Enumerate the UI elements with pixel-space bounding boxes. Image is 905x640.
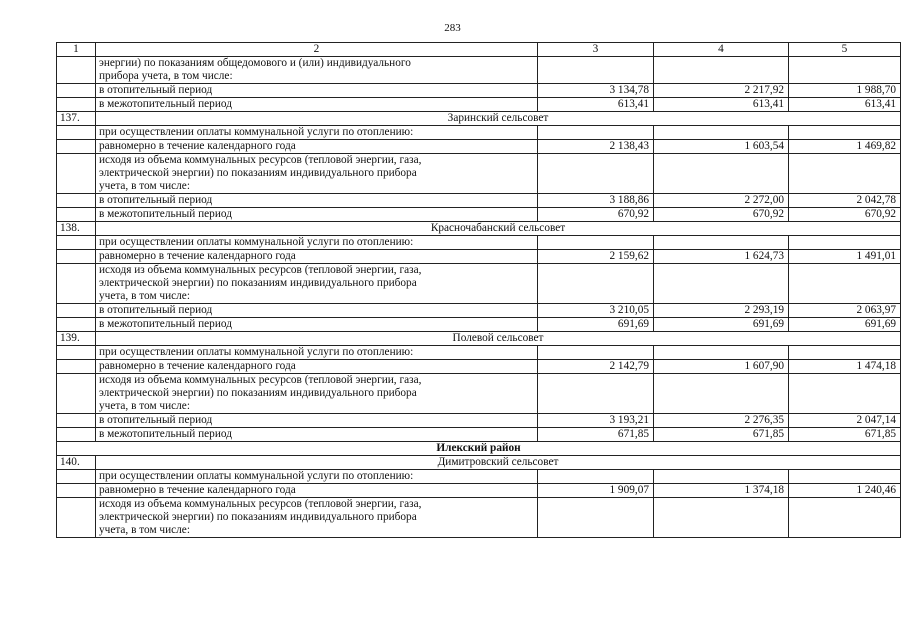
row-number bbox=[57, 484, 96, 498]
row-number bbox=[57, 346, 96, 360]
description-line: исходя из объема коммунальных ресурсов (тепловой энергии, газа, bbox=[99, 498, 422, 510]
row-number bbox=[57, 250, 96, 264]
row-description bbox=[96, 57, 538, 84]
table-header-row bbox=[57, 43, 901, 57]
value-col-3: 2 159,62 bbox=[538, 250, 654, 264]
table-row bbox=[57, 236, 901, 250]
description-line: исходя из объема коммунальных ресурсов (тепловой энергии, газа, bbox=[99, 154, 422, 166]
value-col-5 bbox=[789, 126, 901, 140]
description-line: учета, в том числе: bbox=[99, 180, 190, 192]
table-row bbox=[57, 84, 901, 98]
value-col-5 bbox=[789, 236, 901, 250]
table-row bbox=[57, 414, 901, 428]
description-line: при осуществлении оплаты коммунальной услуги по отоплению: bbox=[99, 470, 414, 482]
value-col-4: 1 607,90 bbox=[654, 360, 789, 374]
row-number bbox=[57, 470, 96, 484]
table-row bbox=[57, 498, 901, 538]
row-description bbox=[96, 304, 538, 318]
value-col-3: 1 909,07 bbox=[538, 484, 654, 498]
value-col-5: 1 474,18 bbox=[789, 360, 901, 374]
row-description bbox=[96, 346, 538, 360]
row-number bbox=[57, 126, 96, 140]
value-col-4 bbox=[654, 470, 789, 484]
description-line: в отопительный период bbox=[99, 414, 213, 426]
description-line: учета, в том числе: bbox=[99, 400, 190, 412]
table-row bbox=[57, 304, 901, 318]
settlement-title: Заринский сельсовет bbox=[96, 112, 901, 126]
row-number: 140. bbox=[57, 456, 96, 470]
value-col-4 bbox=[654, 498, 789, 538]
description-line: электрической энергии) по показаниям индивидуального прибора bbox=[99, 277, 417, 289]
district-title: Илекский район bbox=[57, 442, 901, 456]
table-row bbox=[57, 484, 901, 498]
value-col-3 bbox=[538, 470, 654, 484]
description-line: учета, в том числе: bbox=[99, 524, 190, 536]
settlement-title: Красночабанский сельсовет bbox=[96, 222, 901, 236]
value-col-5 bbox=[789, 346, 901, 360]
settlement-heading-row bbox=[57, 222, 901, 236]
value-col-4 bbox=[654, 57, 789, 84]
value-col-5: 1 491,01 bbox=[789, 250, 901, 264]
row-description bbox=[96, 414, 538, 428]
column-header-5: 5 bbox=[789, 43, 901, 57]
value-col-5 bbox=[789, 154, 901, 194]
value-col-5: 613,41 bbox=[789, 98, 901, 112]
row-number bbox=[57, 208, 96, 222]
value-col-5: 2 047,14 bbox=[789, 414, 901, 428]
value-col-3 bbox=[538, 154, 654, 194]
description-line: в межотопительный период bbox=[99, 208, 232, 220]
row-number bbox=[57, 374, 96, 414]
value-col-3: 3 134,78 bbox=[538, 84, 654, 98]
value-col-3: 3 193,21 bbox=[538, 414, 654, 428]
table-row bbox=[57, 428, 901, 442]
row-number bbox=[57, 360, 96, 374]
value-col-5 bbox=[789, 374, 901, 414]
value-col-4 bbox=[654, 154, 789, 194]
description-line: равномерно в течение календарного года bbox=[99, 140, 296, 152]
value-col-3 bbox=[538, 126, 654, 140]
value-col-3: 691,69 bbox=[538, 318, 654, 332]
value-col-4 bbox=[654, 374, 789, 414]
value-col-4: 670,92 bbox=[654, 208, 789, 222]
value-col-4: 1 374,18 bbox=[654, 484, 789, 498]
district-heading-row bbox=[57, 442, 901, 456]
description-line: при осуществлении оплаты коммунальной услуги по отоплению: bbox=[99, 236, 414, 248]
description-line: электрической энергии) по показаниям индивидуального прибора bbox=[99, 511, 417, 523]
settlement-heading-row bbox=[57, 456, 901, 470]
column-header-2: 2 bbox=[96, 43, 538, 57]
value-col-5: 1 469,82 bbox=[789, 140, 901, 154]
row-number bbox=[57, 98, 96, 112]
description-line: в отопительный период bbox=[99, 84, 213, 96]
description-line: в межотопительный период bbox=[99, 98, 232, 110]
settlement-title: Полевой сельсовет bbox=[96, 332, 901, 346]
row-number bbox=[57, 57, 96, 84]
row-number bbox=[57, 236, 96, 250]
table-row bbox=[57, 154, 901, 194]
value-col-3 bbox=[538, 236, 654, 250]
table-row bbox=[57, 470, 901, 484]
value-col-3: 613,41 bbox=[538, 98, 654, 112]
page-number: 283 bbox=[444, 22, 461, 34]
description-line: исходя из объема коммунальных ресурсов (тепловой энергии, газа, bbox=[99, 264, 422, 276]
value-col-4: 1 624,73 bbox=[654, 250, 789, 264]
value-col-5: 691,69 bbox=[789, 318, 901, 332]
description-line: равномерно в течение календарного года bbox=[99, 360, 296, 372]
row-description bbox=[96, 98, 538, 112]
row-number bbox=[57, 154, 96, 194]
value-col-4 bbox=[654, 126, 789, 140]
value-col-4: 2 276,35 bbox=[654, 414, 789, 428]
description-line: энергии) по показаниям общедомового и (или) индивидуального bbox=[99, 57, 411, 69]
row-number: 137. bbox=[57, 112, 96, 126]
table-row bbox=[57, 194, 901, 208]
row-number bbox=[57, 414, 96, 428]
value-col-5 bbox=[789, 57, 901, 84]
value-col-3: 670,92 bbox=[538, 208, 654, 222]
value-col-3: 3 188,86 bbox=[538, 194, 654, 208]
value-col-3 bbox=[538, 57, 654, 84]
row-description bbox=[96, 154, 538, 194]
table-row bbox=[57, 318, 901, 332]
value-col-5 bbox=[789, 264, 901, 304]
row-description bbox=[96, 236, 538, 250]
row-description bbox=[96, 208, 538, 222]
value-col-4: 2 272,00 bbox=[654, 194, 789, 208]
row-description bbox=[96, 264, 538, 304]
description-line: в межотопительный период bbox=[99, 428, 232, 440]
description-line: в межотопительный период bbox=[99, 318, 232, 330]
tariff-table-body bbox=[57, 43, 901, 538]
description-line: электрической энергии) по показаниям индивидуального прибора bbox=[99, 387, 417, 399]
row-number: 139. bbox=[57, 332, 96, 346]
value-col-5: 2 042,78 bbox=[789, 194, 901, 208]
value-col-5 bbox=[789, 470, 901, 484]
description-line: в отопительный период bbox=[99, 194, 213, 206]
row-number bbox=[57, 304, 96, 318]
table-row bbox=[57, 140, 901, 154]
description-line: учета, в том числе: bbox=[99, 290, 190, 302]
value-col-5: 1 988,70 bbox=[789, 84, 901, 98]
table-row bbox=[57, 126, 901, 140]
table-row bbox=[57, 346, 901, 360]
row-number bbox=[57, 140, 96, 154]
table-row bbox=[57, 360, 901, 374]
column-header-1: 1 bbox=[57, 43, 96, 57]
value-col-4: 1 603,54 bbox=[654, 140, 789, 154]
table-row bbox=[57, 374, 901, 414]
row-description bbox=[96, 140, 538, 154]
row-number: 138. bbox=[57, 222, 96, 236]
settlement-heading-row bbox=[57, 112, 901, 126]
value-col-4: 613,41 bbox=[654, 98, 789, 112]
value-col-5: 670,92 bbox=[789, 208, 901, 222]
row-description bbox=[96, 374, 538, 414]
settlement-heading-row bbox=[57, 332, 901, 346]
description-line: при осуществлении оплаты коммунальной услуги по отоплению: bbox=[99, 126, 414, 138]
value-col-4: 691,69 bbox=[654, 318, 789, 332]
description-line: исходя из объема коммунальных ресурсов (тепловой энергии, газа, bbox=[99, 374, 422, 386]
value-col-3: 671,85 bbox=[538, 428, 654, 442]
value-col-3 bbox=[538, 346, 654, 360]
table-row bbox=[57, 264, 901, 304]
description-line: прибора учета, в том числе: bbox=[99, 70, 233, 82]
column-header-4: 4 bbox=[654, 43, 789, 57]
value-col-5: 1 240,46 bbox=[789, 484, 901, 498]
description-line: в отопительный период bbox=[99, 304, 213, 316]
value-col-4 bbox=[654, 236, 789, 250]
row-number bbox=[57, 498, 96, 538]
value-col-3 bbox=[538, 374, 654, 414]
value-col-3: 2 142,79 bbox=[538, 360, 654, 374]
description-line: равномерно в течение календарного года bbox=[99, 250, 296, 262]
row-description bbox=[96, 84, 538, 98]
row-number bbox=[57, 194, 96, 208]
description-line: при осуществлении оплаты коммунальной услуги по отоплению: bbox=[99, 346, 414, 358]
value-col-3 bbox=[538, 264, 654, 304]
value-col-5: 2 063,97 bbox=[789, 304, 901, 318]
column-header-3: 3 bbox=[538, 43, 654, 57]
table-row bbox=[57, 98, 901, 112]
table-row bbox=[57, 250, 901, 264]
value-col-3 bbox=[538, 498, 654, 538]
row-number bbox=[57, 264, 96, 304]
row-description bbox=[96, 318, 538, 332]
row-number bbox=[57, 84, 96, 98]
row-description bbox=[96, 194, 538, 208]
row-description bbox=[96, 498, 538, 538]
row-description bbox=[96, 360, 538, 374]
settlement-title: Димитровский сельсовет bbox=[96, 456, 901, 470]
row-description bbox=[96, 250, 538, 264]
tariff-table bbox=[56, 42, 901, 538]
row-description bbox=[96, 428, 538, 442]
value-col-3: 2 138,43 bbox=[538, 140, 654, 154]
table-row bbox=[57, 57, 901, 84]
description-line: электрической энергии) по показаниям индивидуального прибора bbox=[99, 167, 417, 179]
value-col-5: 671,85 bbox=[789, 428, 901, 442]
value-col-3: 3 210,05 bbox=[538, 304, 654, 318]
value-col-4 bbox=[654, 346, 789, 360]
value-col-5 bbox=[789, 498, 901, 538]
row-number bbox=[57, 428, 96, 442]
value-col-4: 2 293,19 bbox=[654, 304, 789, 318]
row-description bbox=[96, 126, 538, 140]
value-col-4 bbox=[654, 264, 789, 304]
value-col-4: 671,85 bbox=[654, 428, 789, 442]
description-line: равномерно в течение календарного года bbox=[99, 484, 296, 496]
table-row bbox=[57, 208, 901, 222]
row-description bbox=[96, 470, 538, 484]
value-col-4: 2 217,92 bbox=[654, 84, 789, 98]
row-number bbox=[57, 318, 96, 332]
row-description bbox=[96, 484, 538, 498]
